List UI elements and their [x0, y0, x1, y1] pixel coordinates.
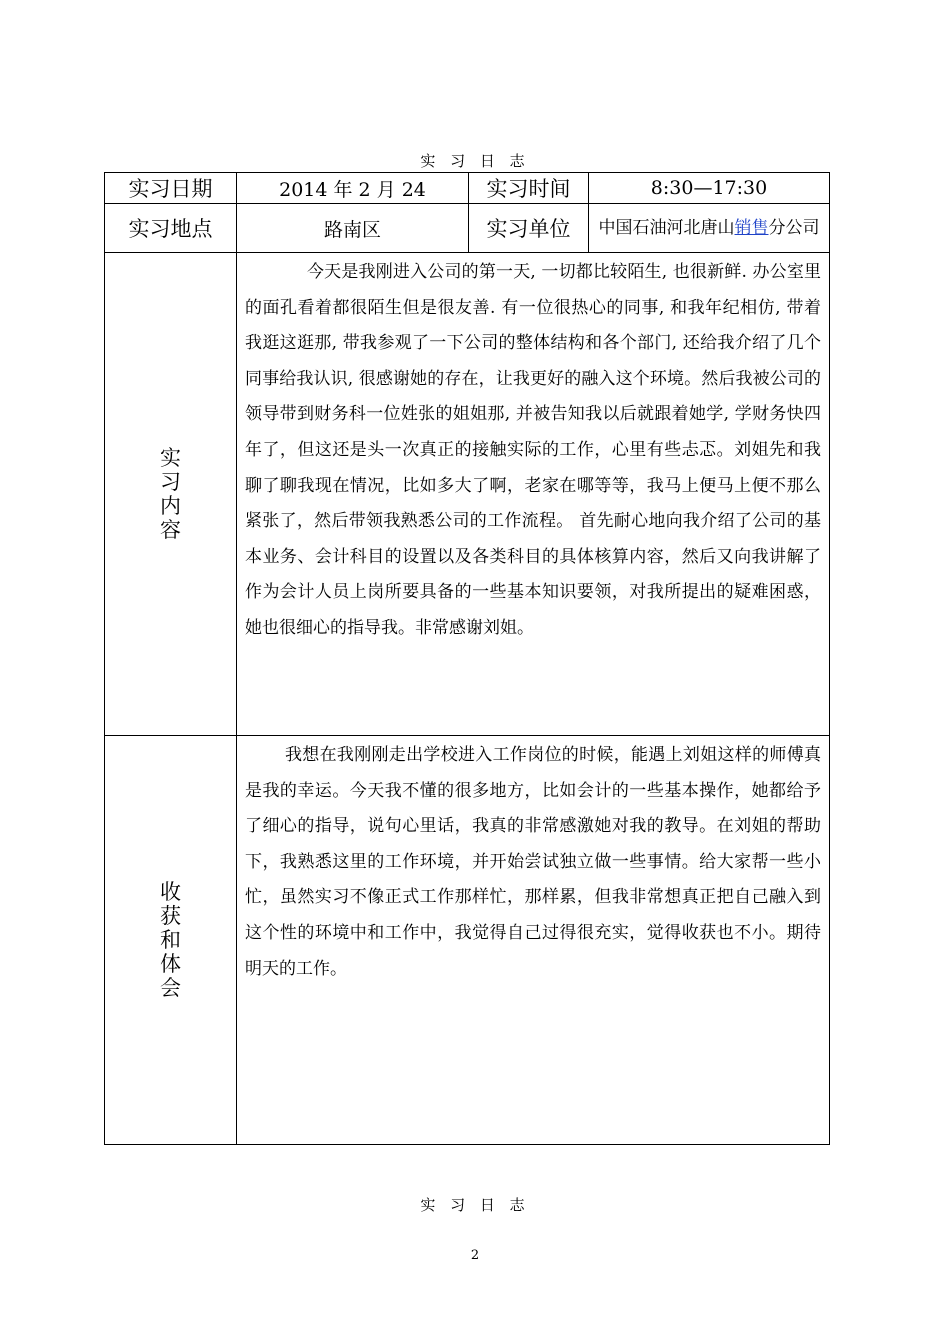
gains-text: 我想在我刚刚走出学校进入工作岗位的时候，能遇上刘姐这样的师傅真是我的幸运。今天我不懂的很多地方，比如会计的一些基本操作，她都给予了细心的指导，说句心里话，我真的非常感激她对我的教导。在刘姐的帮助下，我熟悉这里的工作环境，并开始尝试独立做一些事情。给大家帮一些小忙，虽然实习不像正式工作那样忙，那样累，但我非常想真正把自己融入到这个性的环境中和工作中，我觉得自己过得很充实，觉得收获也不小。期待明天的工作。: [245, 745, 821, 979]
time-value: 8:30—17:30: [589, 173, 830, 204]
unit-label: 实习单位: [469, 204, 589, 253]
gains-label-char: 会: [160, 976, 181, 1000]
internship-log-table: [104, 172, 830, 1145]
content-text: 今天是我刚进入公司的第一天, 一切都比较陌生, 也很新鲜. 办公室里的面孔看着都很陌生但是很友善. 有一位很热心的同事, 和我年纪相仿, 带着我逛这逛那, 带我参观了一下公司的整体结构和各个部门, 还给我介绍了几个同事给我认识, 很感谢她的存在，让我更好的融入这个环境。然后我被公司的领导带到财务科一位姓张的姐姐那, 并被告知我以后就跟着她学, 学财务快四年了，但这还是头一次真正的接触实际的工作，心里有些忐忑。刘姐先和我聊了聊我现在情况，比如多大了啊，老家在哪等等，我马上便马上便不那么紧张了，然后带领我熟悉公司的工作流程。 首先耐心地向我介绍了公司的基本业务、会计科目的设置以及各类科目的具体核算内容，然后又向我讲解了作为会计人员上岗所要具备的一些基本知识要领，对我所提出的疑难困惑，她也很细心的指导我。非常感谢刘姐。: [245, 262, 821, 638]
gains-label-char: 获: [160, 904, 181, 928]
gains-cell: [237, 736, 830, 1145]
content-label-char: 实: [160, 446, 181, 470]
content-row: [105, 253, 830, 736]
place-unit-row: [105, 204, 830, 253]
gains-label-char: 和: [160, 928, 181, 952]
gains-label: [105, 736, 237, 1145]
next-log-title: 实 习 日 志: [420, 1196, 530, 1214]
unit-value: [589, 204, 830, 253]
time-label: 实习时间: [469, 173, 589, 204]
date-label: 实习日期: [105, 173, 237, 204]
content-cell: [237, 253, 830, 736]
date-value: 2014 年 2 月 24: [237, 173, 469, 204]
gains-label-char: 体: [160, 952, 181, 976]
page-number: 2: [470, 1248, 480, 1263]
gains-row: [105, 736, 830, 1145]
date-time-row: [105, 173, 830, 204]
content-label-char: 习: [160, 470, 181, 494]
place-label: 实习地点: [105, 204, 237, 253]
sales-link[interactable]: 销售: [734, 218, 769, 238]
unit-value-part1: 中国石油河北唐山: [598, 218, 735, 238]
content-label-char: 内: [160, 494, 181, 518]
log-title: 实 习 日 志: [420, 152, 530, 170]
place-value: 路南区: [237, 204, 469, 253]
content-label-char: 容: [160, 518, 181, 542]
gains-label-char: 收: [160, 880, 181, 904]
content-label: [105, 253, 237, 736]
unit-value-part2: 分公司: [768, 218, 820, 238]
